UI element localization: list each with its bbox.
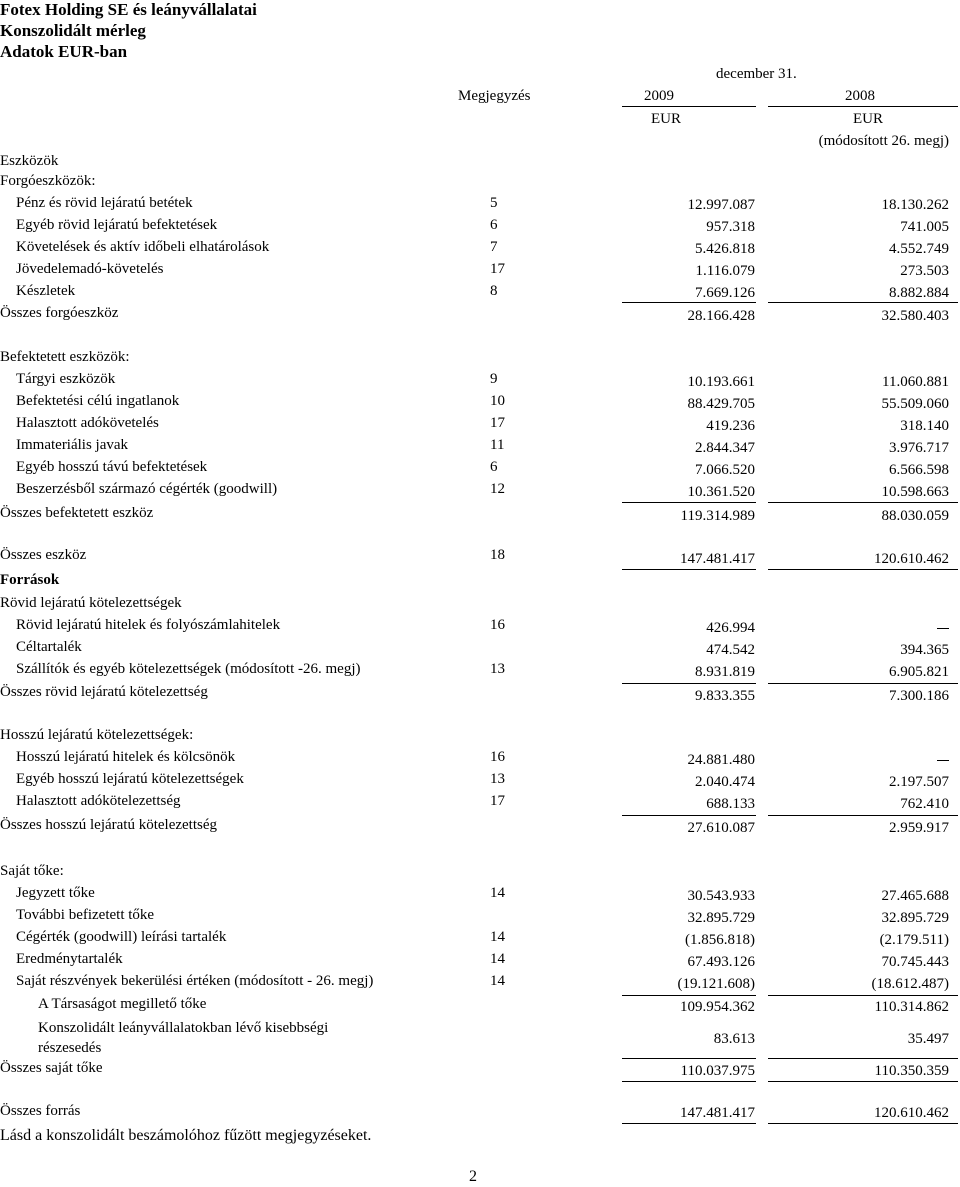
- row-label: Saját részvények bekerülési értéken (módosított - 26. megj): [16, 973, 374, 989]
- row-value-2008: (18.612.487): [871, 976, 949, 992]
- row-value-2008: 11.060.881: [882, 374, 949, 390]
- header-underline-2008: [768, 106, 958, 107]
- row-note: 7: [490, 239, 498, 255]
- row-label: Immateriális javak: [16, 437, 129, 453]
- total-value-2009: 27.610.087: [687, 820, 755, 836]
- row-note: 8: [490, 283, 498, 299]
- row-value-2008: 2.197.507: [889, 774, 949, 790]
- subtotal-line-2008: [768, 815, 958, 816]
- total-label: Összes befektetett eszköz: [0, 505, 154, 521]
- row-note: 13: [490, 771, 505, 787]
- row-note: 14: [490, 885, 505, 901]
- total-value-2009: 9.833.355: [695, 688, 755, 704]
- row-label: További befizetett tőke: [16, 907, 155, 923]
- row-value-2008: 4.552.749: [889, 241, 949, 257]
- currency-title: Adatok EUR-ban: [0, 42, 128, 61]
- section-equity: Saját tőke:: [0, 863, 64, 879]
- row-value-2008: 6.905.821: [889, 664, 949, 680]
- year-2008-header: 2008: [845, 88, 875, 104]
- subtotal-line-2009: [622, 815, 756, 816]
- row-label: Követelések és aktív időbeli elhatárolások: [16, 239, 270, 255]
- year-2009-header: 2009: [644, 88, 674, 104]
- total-value-2008: 120.610.462: [874, 551, 949, 567]
- note-column-header: Megjegyzés: [458, 88, 531, 104]
- row-label: Egyéb rövid lejáratú befektetések: [16, 217, 218, 233]
- subtotal-line-2009: [622, 995, 756, 996]
- row-note: 11: [490, 437, 505, 453]
- section-current-liabilities: Rövid lejáratú kötelezettségek: [0, 595, 182, 611]
- row-value-2009: 12.997.087: [687, 197, 755, 213]
- row-value-2009: 32.895.729: [687, 910, 755, 926]
- subtotal-line-2008: [768, 302, 958, 303]
- subtotal-line-2009: [622, 502, 756, 503]
- row-value-2008-dash: [937, 751, 949, 769]
- total-line-2008: [768, 1123, 958, 1124]
- row-value-2008: 35.497: [907, 1031, 949, 1047]
- row-value-2009: 7.066.520: [695, 462, 755, 478]
- subtotal-line-2008: [768, 502, 958, 503]
- row-label: Cégérték (goodwill) leírási tartalék: [16, 929, 227, 945]
- row-value-2009: (19.121.608): [677, 976, 755, 992]
- row-value-2008: 318.140: [900, 418, 949, 434]
- section-liabilities: Források: [0, 572, 60, 588]
- row-value-2009: 419.236: [706, 418, 755, 434]
- subtotal-line-2009: [622, 1081, 756, 1082]
- row-note: 16: [490, 749, 505, 765]
- row-label: Céltartalék: [16, 639, 82, 655]
- row-label: A Társaságot megillető tőke: [38, 996, 207, 1012]
- row-note: 18: [490, 547, 505, 563]
- row-value-2008: 110.314.862: [874, 999, 949, 1015]
- row-value-2009: 7.669.126: [695, 285, 755, 301]
- row-label: Rövid lejáratú hitelek és folyószámlahitelek: [16, 617, 281, 633]
- row-value-2009: 2.040.474: [695, 774, 755, 790]
- subtotal-line-2009: [622, 683, 756, 684]
- section-non-current-assets: Befektetett eszközök:: [0, 349, 130, 365]
- section-long-term-liabilities: Hosszú lejáratú kötelezettségek:: [0, 727, 194, 743]
- row-value-2008: 273.503: [900, 263, 949, 279]
- total-value-2009: 28.166.428: [687, 308, 755, 324]
- page-number: 2: [469, 1168, 477, 1185]
- total-value-2008: 32.580.403: [881, 308, 949, 324]
- row-value-2009: 83.613: [713, 1031, 755, 1047]
- row-value-2009: 10.361.520: [687, 484, 755, 500]
- footer-note: Lásd a konszolidált beszámolóhoz fűzött megjegyzéseket.: [0, 1127, 372, 1144]
- row-value-2009: 67.493.126: [687, 954, 755, 970]
- row-label: Jövedelemadó-követelés: [16, 261, 164, 277]
- currency-2008: EUR: [853, 111, 883, 127]
- row-value-2009: (1.856.818): [685, 932, 755, 948]
- subtotal-line-2009: [622, 1058, 756, 1059]
- row-label: Konszolidált leányvállalatokban lévő kisebbségi részesedés: [38, 1020, 329, 1056]
- row-label: Jegyzett tőke: [16, 885, 95, 901]
- row-note: 14: [490, 973, 505, 989]
- row-note: 13: [490, 661, 505, 677]
- row-value-2009: 1.116.079: [695, 263, 755, 279]
- row-value-2009: 688.133: [706, 796, 755, 812]
- header-underline-2009: [622, 106, 756, 107]
- total-label: Összes saját tőke: [0, 1060, 103, 1076]
- total-value-2009: 147.481.417: [680, 551, 755, 567]
- row-note: 17: [490, 261, 505, 277]
- row-value-2009: 474.542: [706, 642, 755, 658]
- row-value-2008: 3.976.717: [889, 440, 949, 456]
- row-note: 6: [490, 459, 498, 475]
- subtotal-line-2008: [768, 1058, 958, 1059]
- row-value-2008: 6.566.598: [889, 462, 949, 478]
- row-value-2009: 88.429.705: [687, 396, 755, 412]
- subtotal-line-2008: [768, 1081, 958, 1082]
- subtotal-line-2008: [768, 683, 958, 684]
- row-label: Befektetési célú ingatlanok: [16, 393, 180, 409]
- row-value-2009: 24.881.480: [687, 752, 755, 768]
- row-note: 10: [490, 393, 505, 409]
- row-note: 5: [490, 195, 498, 211]
- row-note: 14: [490, 951, 505, 967]
- row-label: Készletek: [16, 283, 76, 299]
- total-label: Összes forgóeszköz: [0, 305, 119, 321]
- row-note: 14: [490, 929, 505, 945]
- row-value-2008: 741.005: [900, 219, 949, 235]
- section-current-assets: Forgóeszközök:: [0, 173, 96, 189]
- row-label: Tárgyi eszközök: [16, 371, 116, 387]
- total-label: Összes hosszú lejáratú kötelezettség: [0, 817, 218, 833]
- row-value-2009: 426.994: [706, 620, 755, 636]
- currency-2009: EUR: [651, 111, 681, 127]
- total-value-2008: 88.030.059: [881, 508, 949, 524]
- row-value-2009: 957.318: [706, 219, 755, 235]
- total-value-2009: 147.481.417: [680, 1105, 755, 1121]
- total-value-2008: 120.610.462: [874, 1105, 949, 1121]
- total-line-2008: [768, 569, 958, 570]
- total-value-2008: 2.959.917: [889, 820, 949, 836]
- row-label: Szállítók és egyéb kötelezettségek (módosított -26. megj): [16, 661, 361, 677]
- total-value-2009: 110.037.975: [680, 1063, 755, 1079]
- row-value-2008: 18.130.262: [881, 197, 949, 213]
- row-value-2009: 109.954.362: [680, 999, 755, 1015]
- subtotal-line-2009: [622, 302, 756, 303]
- row-value-2008: 8.882.884: [889, 285, 949, 301]
- row-value-2009: 10.193.661: [687, 374, 755, 390]
- total-label: Összes forrás: [0, 1103, 81, 1119]
- row-value-2008: 762.410: [900, 796, 949, 812]
- row-value-2008: 27.465.688: [881, 888, 949, 904]
- row-label: Eredménytartalék: [16, 951, 123, 967]
- row-value-2009: 2.844.347: [695, 440, 755, 456]
- row-value-2009: 30.543.933: [687, 888, 755, 904]
- row-value-2008: 394.365: [900, 642, 949, 658]
- total-label: Összes eszköz: [0, 547, 87, 563]
- row-label: Egyéb hosszú lejáratú kötelezettségek: [16, 771, 244, 787]
- row-value-2008: 10.598.663: [881, 484, 949, 500]
- row-label: Beszerzésből származó cégérték (goodwill): [16, 481, 278, 497]
- total-value-2008: 7.300.186: [889, 688, 949, 704]
- row-label: Halasztott adókötelezettség: [16, 793, 181, 809]
- row-value-2008-dash: [937, 619, 949, 637]
- subtotal-line-2008: [768, 995, 958, 996]
- company-title: Fotex Holding SE és leányvállalatai: [0, 0, 257, 19]
- total-line-2009: [622, 1123, 756, 1124]
- row-value-2008: 70.745.443: [881, 954, 949, 970]
- row-label: Halasztott adókövetelés: [16, 415, 159, 431]
- row-label: Egyéb hosszú távú befektetések: [16, 459, 208, 475]
- row-note: 6: [490, 217, 498, 233]
- total-value-2009: 119.314.989: [680, 508, 755, 524]
- row-label: Hosszú lejáratú hitelek és kölcsönök: [16, 749, 236, 765]
- row-note: 12: [490, 481, 505, 497]
- total-line-2009: [622, 569, 756, 570]
- row-note: 16: [490, 617, 505, 633]
- row-note: 17: [490, 793, 505, 809]
- row-value-2008: 55.509.060: [881, 396, 949, 412]
- restated-note: (módosított 26. megj): [818, 133, 949, 149]
- period-header: december 31.: [716, 66, 797, 82]
- row-value-2008: (2.179.511): [879, 932, 949, 948]
- total-value-2008: 110.350.359: [874, 1063, 949, 1079]
- total-label: Összes rövid lejáratú kötelezettség: [0, 684, 208, 700]
- section-assets: Eszközök: [0, 153, 59, 169]
- statement-title: Konszolidált mérleg: [0, 21, 146, 40]
- row-label: Pénz és rövid lejáratú betétek: [16, 195, 193, 211]
- row-value-2009: 8.931.819: [695, 664, 755, 680]
- row-value-2008: 32.895.729: [881, 910, 949, 926]
- row-note: 17: [490, 415, 505, 431]
- row-note: 9: [490, 371, 498, 387]
- row-value-2009: 5.426.818: [695, 241, 755, 257]
